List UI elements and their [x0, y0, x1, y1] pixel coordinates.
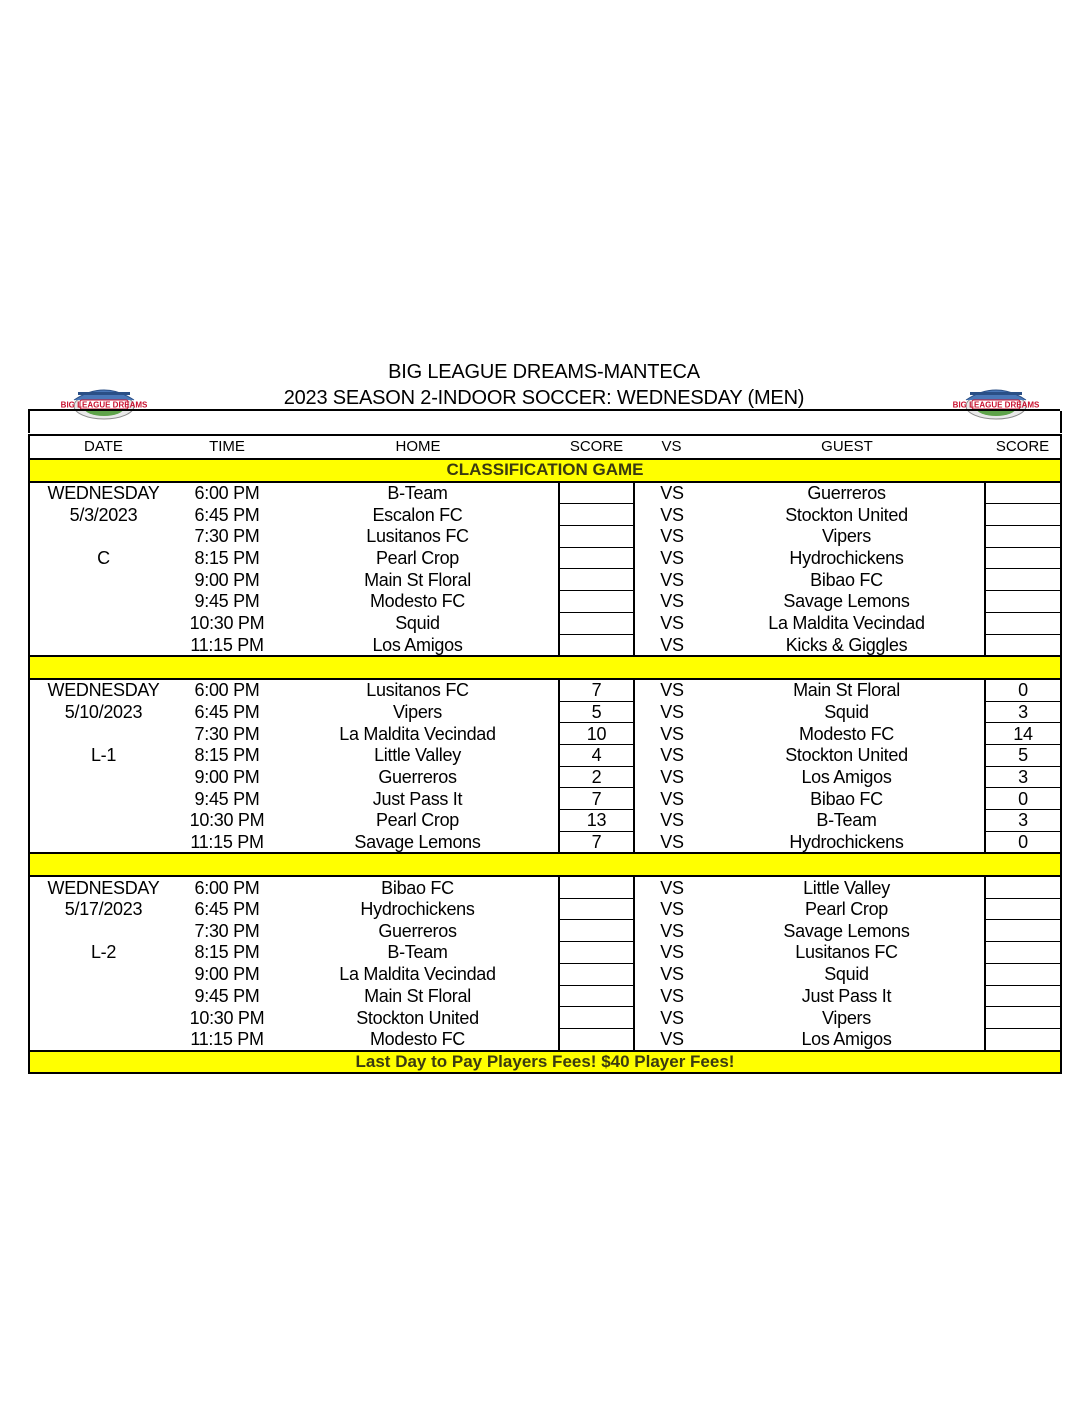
- guest-score: [985, 1028, 1061, 1050]
- column-header-row: [29, 435, 1061, 459]
- guest-team: Guerreros: [807, 483, 886, 504]
- home-score: 13: [559, 810, 634, 832]
- home-score: 7: [559, 831, 634, 853]
- vs-label: VS: [660, 569, 684, 590]
- game-time: 6:45 PM: [194, 504, 260, 525]
- game-time: 9:45 PM: [194, 788, 260, 809]
- game-row: [29, 482, 1061, 504]
- guest-score: 0: [985, 831, 1061, 853]
- game-time: 7:30 PM: [194, 723, 260, 744]
- home-team: Bibao FC: [381, 877, 454, 898]
- schedule-table: [28, 434, 1062, 1074]
- vs-label: VS: [660, 810, 684, 831]
- game-date-label: [29, 788, 177, 810]
- game-row: [29, 898, 1061, 920]
- home-score: 7: [559, 788, 634, 810]
- game-date-label: [29, 810, 177, 832]
- guest-team: Stockton United: [785, 745, 908, 766]
- week-separator: [29, 656, 1061, 679]
- guest-team: Main St Floral: [793, 680, 900, 701]
- vs-label: VS: [660, 942, 684, 963]
- game-time: 9:45 PM: [194, 591, 260, 612]
- guest-team: Los Amigos: [801, 766, 892, 787]
- game-time: 10:30 PM: [189, 1007, 265, 1028]
- vs-label: VS: [660, 483, 684, 504]
- home-score: [559, 963, 634, 985]
- home-score: [559, 569, 634, 591]
- game-row: [29, 810, 1061, 832]
- game-date-label: 5/10/2023: [64, 701, 143, 722]
- guest-team: B-Team: [816, 810, 877, 831]
- guest-score: [985, 569, 1061, 591]
- week-separator: [29, 853, 1061, 876]
- home-score: [559, 526, 634, 548]
- game-time: 6:00 PM: [194, 877, 260, 898]
- game-date-label: 5/3/2023: [69, 504, 138, 525]
- home-team: Vipers: [393, 701, 442, 722]
- vs-label: VS: [660, 548, 684, 569]
- game-date-label: WEDNESDAY: [47, 877, 160, 898]
- guest-score: [985, 876, 1061, 898]
- guest-team: Just Pass It: [801, 985, 892, 1006]
- guest-team: Vipers: [822, 1007, 871, 1028]
- guest-score: 14: [985, 723, 1061, 745]
- game-time: 11:15 PM: [190, 831, 264, 852]
- vs-label: VS: [660, 831, 684, 852]
- vs-label: VS: [660, 634, 684, 655]
- game-row: [29, 591, 1061, 613]
- home-score: [559, 547, 634, 569]
- game-time: 11:15 PM: [190, 634, 264, 655]
- home-team: Pearl Crop: [375, 548, 460, 569]
- column-header-date: DATE: [29, 435, 177, 459]
- home-team: Little Valley: [374, 745, 461, 766]
- guest-score: [985, 942, 1061, 964]
- week-separator-row: [29, 853, 1061, 876]
- column-header-guest-score: SCORE: [985, 435, 1061, 459]
- game-date-label: [29, 591, 177, 613]
- game-row: [29, 701, 1061, 723]
- home-team: Savage Lemons: [354, 831, 481, 852]
- home-team: Main St Floral: [364, 569, 471, 590]
- home-team: Main St Floral: [364, 985, 471, 1006]
- home-score: 2: [559, 766, 634, 788]
- guest-score: [985, 547, 1061, 569]
- home-team: Stockton United: [356, 1007, 479, 1028]
- guest-team: Stockton United: [785, 504, 908, 525]
- game-row: [29, 831, 1061, 853]
- game-row: [29, 526, 1061, 548]
- game-date-label: WEDNESDAY: [47, 483, 160, 504]
- home-team: Escalon FC: [372, 504, 463, 525]
- game-row: [29, 985, 1061, 1007]
- guest-team: Kicks & Giggles: [785, 634, 908, 655]
- home-score: [559, 920, 634, 942]
- guest-score: 0: [985, 679, 1061, 701]
- vs-label: VS: [660, 680, 684, 701]
- guest-score: [985, 504, 1061, 526]
- home-score: [559, 985, 634, 1007]
- player-fees-notice: Last Day to Pay Players Fees! $40 Player Fees!: [29, 1051, 1061, 1074]
- guest-score: [985, 963, 1061, 985]
- game-row: [29, 963, 1061, 985]
- vs-label: VS: [660, 701, 684, 722]
- game-row: [29, 569, 1061, 591]
- vs-label: VS: [660, 1028, 684, 1049]
- guest-team: Savage Lemons: [783, 920, 910, 941]
- home-score: [559, 1007, 634, 1029]
- home-team: Lusitanos FC: [366, 680, 469, 701]
- game-row: [29, 612, 1061, 634]
- vs-label: VS: [660, 766, 684, 787]
- guest-team: Squid: [824, 964, 869, 985]
- guest-score: [985, 591, 1061, 613]
- guest-team: Squid: [824, 701, 869, 722]
- column-header-time: TIME: [177, 435, 277, 459]
- home-team: Los Amigos: [372, 634, 463, 655]
- guest-score: [985, 482, 1061, 504]
- footer-row: [29, 1051, 1061, 1074]
- home-team: La Maldita Vecindad: [339, 723, 496, 744]
- guest-team: La Maldita Vecindad: [768, 613, 925, 634]
- vs-label: VS: [660, 920, 684, 941]
- game-time: 6:45 PM: [194, 701, 260, 722]
- vs-label: VS: [660, 723, 684, 744]
- home-score: [559, 612, 634, 634]
- game-row: [29, 679, 1061, 701]
- home-score: 5: [559, 701, 634, 723]
- home-team: Modesto FC: [369, 591, 466, 612]
- home-team: Lusitanos FC: [366, 526, 469, 547]
- game-row: [29, 744, 1061, 766]
- game-time: 6:00 PM: [194, 483, 260, 504]
- vs-label: VS: [660, 613, 684, 634]
- game-date-label: [29, 831, 177, 853]
- guest-score: 5: [985, 744, 1061, 766]
- game-date-label: [29, 1007, 177, 1029]
- home-team: Modesto FC: [369, 1028, 466, 1049]
- page-subtitle: 2023 SEASON 2-INDOOR SOCCER: WEDNESDAY (MEN): [283, 387, 805, 409]
- game-time: 11:15 PM: [190, 1028, 264, 1049]
- game-row: [29, 920, 1061, 942]
- game-row: [29, 876, 1061, 898]
- guest-score: 3: [985, 701, 1061, 723]
- vs-label: VS: [660, 877, 684, 898]
- vs-label: VS: [660, 591, 684, 612]
- home-team: Guerreros: [378, 920, 457, 941]
- vs-label: VS: [660, 526, 684, 547]
- guest-score: [985, 920, 1061, 942]
- game-row: [29, 504, 1061, 526]
- home-team: Squid: [395, 613, 440, 634]
- game-date-label: [29, 985, 177, 1007]
- vs-label: VS: [660, 788, 684, 809]
- game-time: 9:00 PM: [194, 569, 260, 590]
- home-score: [559, 634, 634, 656]
- home-team: La Maldita Vecindad: [339, 964, 496, 985]
- guest-team: Bibao FC: [810, 788, 883, 809]
- game-time: 10:30 PM: [189, 613, 265, 634]
- game-row: [29, 1028, 1061, 1050]
- column-header-home: HOME: [277, 435, 559, 459]
- column-header-vs: VS: [634, 435, 709, 459]
- game-row: [29, 634, 1061, 656]
- game-time: 9:00 PM: [194, 766, 260, 787]
- game-date-label: 5/17/2023: [64, 899, 143, 920]
- vs-label: VS: [660, 964, 684, 985]
- guest-score: [985, 898, 1061, 920]
- column-header-guest: GUEST: [709, 435, 985, 459]
- game-time: 8:15 PM: [194, 548, 260, 569]
- guest-score: [985, 612, 1061, 634]
- guest-team: Vipers: [822, 526, 871, 547]
- game-date-label: [29, 569, 177, 591]
- game-row: [29, 547, 1061, 569]
- game-date-label: WEDNESDAY: [47, 680, 160, 701]
- classification-banner-row: [29, 459, 1061, 482]
- home-score: 10: [559, 723, 634, 745]
- guest-team: Little Valley: [803, 877, 890, 898]
- guest-team: Bibao FC: [810, 569, 883, 590]
- home-score: 4: [559, 744, 634, 766]
- home-team: Pearl Crop: [375, 810, 460, 831]
- game-time: 8:15 PM: [194, 942, 260, 963]
- game-date-label: [29, 766, 177, 788]
- guest-score: 3: [985, 766, 1061, 788]
- vs-label: VS: [660, 985, 684, 1006]
- game-time: 6:00 PM: [194, 680, 260, 701]
- guest-score: [985, 1007, 1061, 1029]
- column-header-home-score: SCORE: [559, 435, 634, 459]
- home-team: B-Team: [387, 942, 448, 963]
- week-separator-row: [29, 656, 1061, 679]
- guest-team: Modesto FC: [798, 723, 895, 744]
- svg-text:BIG LEAGUE DREAMS: BIG LEAGUE DREAMS: [60, 400, 148, 410]
- guest-team: Lusitanos FC: [795, 942, 898, 963]
- game-row: [29, 766, 1061, 788]
- game-row: [29, 723, 1061, 745]
- classification-banner: CLASSIFICATION GAME: [29, 459, 1061, 482]
- game-row: [29, 1007, 1061, 1029]
- page-title: BIG LEAGUE DREAMS-MANTECA: [388, 361, 700, 383]
- home-team: Guerreros: [378, 766, 457, 787]
- game-date-label: [29, 612, 177, 634]
- game-time: 6:45 PM: [194, 899, 260, 920]
- vs-label: VS: [660, 504, 684, 525]
- vs-label: VS: [660, 745, 684, 766]
- game-date-label: C: [97, 548, 110, 569]
- home-team: Hydrochickens: [360, 899, 475, 920]
- guest-team: Los Amigos: [801, 1028, 892, 1049]
- home-score: [559, 504, 634, 526]
- blank-strip: [28, 411, 1062, 433]
- game-time: 10:30 PM: [189, 810, 265, 831]
- game-date-label: [29, 723, 177, 745]
- game-time: 7:30 PM: [194, 526, 260, 547]
- vs-label: VS: [660, 899, 684, 920]
- game-date-label: [29, 920, 177, 942]
- home-score: [559, 942, 634, 964]
- home-score: [559, 482, 634, 504]
- guest-team: Hydrochickens: [789, 548, 904, 569]
- guest-score: [985, 634, 1061, 656]
- guest-team: Savage Lemons: [783, 591, 910, 612]
- game-row: [29, 788, 1061, 810]
- home-score: 7: [559, 679, 634, 701]
- guest-team: Pearl Crop: [804, 899, 889, 920]
- home-team: Just Pass It: [372, 788, 463, 809]
- guest-score: 3: [985, 810, 1061, 832]
- home-score: [559, 591, 634, 613]
- home-team: B-Team: [387, 483, 448, 504]
- game-time: 7:30 PM: [194, 920, 260, 941]
- home-score: [559, 898, 634, 920]
- guest-score: [985, 526, 1061, 548]
- game-date-label: [29, 1028, 177, 1050]
- game-date-label: [29, 526, 177, 548]
- game-date-label: L-2: [90, 942, 117, 963]
- guest-score: [985, 985, 1061, 1007]
- game-date-label: L-1: [90, 745, 117, 766]
- svg-text:BIG LEAGUE DREAMS: BIG LEAGUE DREAMS: [952, 400, 1040, 410]
- guest-team: Hydrochickens: [789, 831, 904, 852]
- vs-label: VS: [660, 1007, 684, 1028]
- game-row: [29, 942, 1061, 964]
- game-time: 9:00 PM: [194, 964, 260, 985]
- home-score: [559, 1028, 634, 1050]
- home-score: [559, 876, 634, 898]
- game-time: 8:15 PM: [194, 745, 260, 766]
- game-time: 9:45 PM: [194, 985, 260, 1006]
- game-date-label: [29, 963, 177, 985]
- guest-score: 0: [985, 788, 1061, 810]
- game-date-label: [29, 634, 177, 656]
